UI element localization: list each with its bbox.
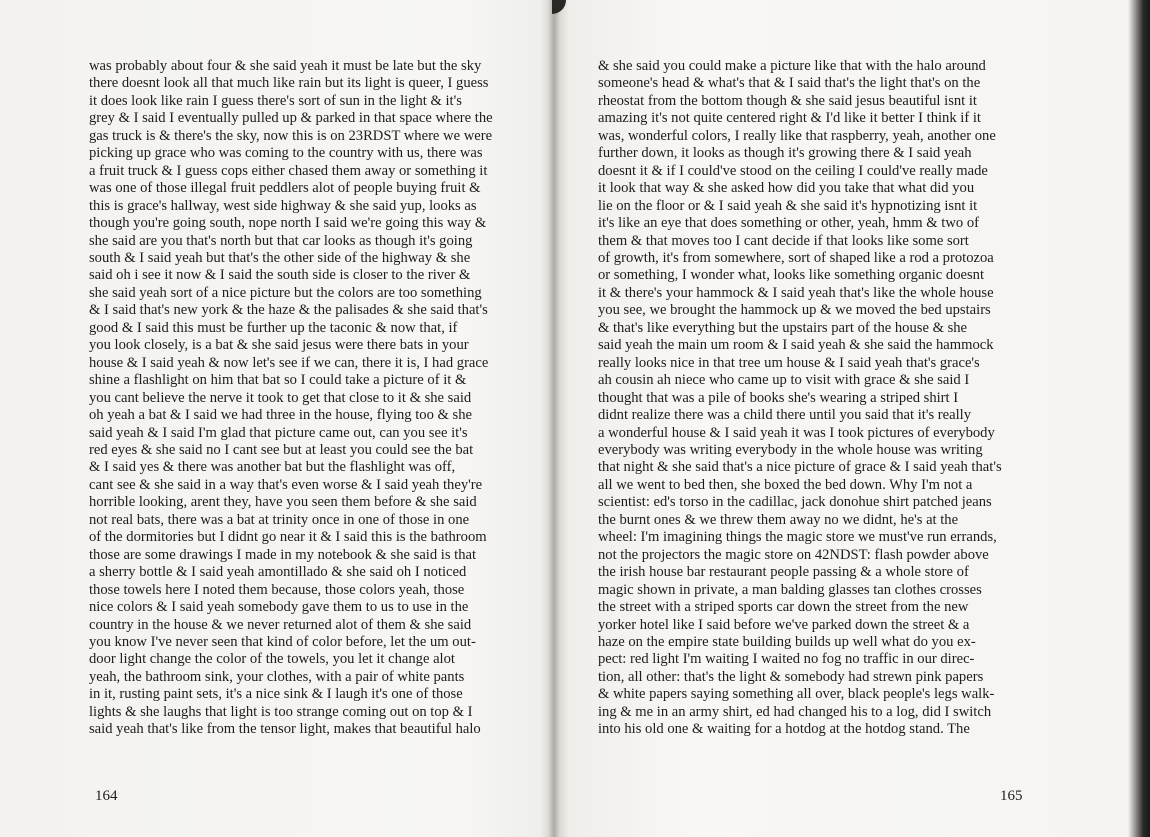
text-line: a fruit truck & I guess cops either chased them away or something it	[89, 162, 488, 179]
text-line: in it, rusting paint sets, it's a nice sink & I laugh it's one of those	[89, 686, 463, 703]
text-line: you look closely, is a bat & she said jesus were there bats in your	[89, 337, 469, 354]
text-line: was, wonderful colors, I really like that raspberry, yeah, another one	[598, 127, 996, 144]
text-line: this is grace's hallway, west side highway & she said yup, looks as	[89, 197, 477, 214]
text-line: a wonderful house & I said yeah it was I took pictures of everybody	[598, 424, 995, 441]
text-line: she said are you that's north but that car looks as though it's going	[89, 232, 473, 249]
text-line: further down, it looks as though it's growing there & I said yeah	[598, 145, 972, 162]
text-line: pect: red light I'm waiting I waited no fog no traffic in our direc-	[598, 651, 975, 668]
text-line: cant see & she said in a way that's even worse & I said yeah they're	[89, 476, 483, 493]
text-line: it does look like rain I guess there's sort of sun in the light & it's	[89, 92, 462, 109]
text-line: good & I said this must be further up the taconic & now that, if	[89, 319, 458, 336]
text-line: into his old one & waiting for a hotdog at the hotdog stand. The	[598, 721, 970, 738]
text-line: them & that moves too I cant decide if that looks like some sort	[598, 232, 969, 249]
text-line: that night & she said that's a nice picture of grace & I said yeah that's	[598, 459, 1002, 476]
text-line: & she said you could make a picture like that with the halo around	[598, 58, 986, 74]
text-line: gas truck is & there's the sky, now this is on 23RDST where we were	[89, 127, 493, 144]
text-line: the burnt ones & we threw them away no we didnt, he's at the	[598, 511, 959, 528]
text-line: scientist: ed's torso in the cadillac, jack donohue shirt patched jeans	[598, 494, 992, 511]
text-line: south & I said yeah but that's the other side of the highway & she	[89, 249, 471, 266]
text-line: said yeah the main um room & I said yeah & she said the hammock	[598, 337, 994, 354]
text-line: tion, all other: that's the light & somebody had strewn pink papers	[598, 668, 984, 685]
text-line: didnt realize there was a child there until you said that it's really	[598, 407, 972, 424]
text-line: ah cousin ah niece who came up to visit with grace & she said I	[598, 372, 970, 389]
left-page-text	[89, 58, 539, 739]
text-line: oh yeah a bat & I said we had three in the house, flying too & she	[89, 407, 472, 424]
text-line: was probably about four & she said yeah it must be late but the sky	[89, 58, 482, 74]
left-page-number: 164	[95, 788, 118, 804]
text-line: it's like an eye that does something or other, yeah, hmm & two of	[598, 215, 979, 232]
text-line: horrible looking, arent they, have you seen them before & she said	[89, 494, 477, 511]
text-line: lie on the floor or & I said yeah & she said it's hypnotizing isnt it	[598, 197, 978, 214]
text-line: you know I've never seen that kind of color before, let the um out-	[89, 633, 476, 650]
text-line: country in the house & we never returned alot of them & she said	[89, 616, 472, 633]
text-line: doesnt it & if I could've stood on the ceiling I could've really made	[598, 162, 988, 179]
text-line: those towels here I noted them because, those colors yeah, those	[89, 581, 465, 598]
right-page-text	[598, 58, 1048, 739]
text-line: or something, I wonder what, looks like something organic doesnt	[598, 267, 985, 284]
text-line: rheostat from the bottom though & she said jesus beautiful isnt it	[598, 92, 977, 109]
text-line: not real bats, there was a bat at trinity once in one of those in one	[89, 511, 470, 528]
text-line: of growth, it's from somewhere, sort of shaped like a rod a protozoa	[598, 249, 994, 266]
text-line: grey & I said I eventually pulled up & parked in that space where the	[89, 110, 493, 127]
text-line: shine a flashlight on him that bat so I could take a picture of it &	[89, 372, 467, 389]
text-line: lights & she laughs that light is too strange coming out on top & I	[89, 703, 473, 720]
text-line: you see, we brought the hammock up & we moved the bed upstairs	[598, 302, 991, 319]
text-line: really looks nice in that tree um house & I said yeah that's grace's	[598, 354, 980, 371]
text-line: ing & me in an army shirt, ed had changed his to a log, did I switch	[598, 703, 992, 720]
text-line: everybody was writing everybody in the whole house was writing	[598, 441, 983, 458]
right-page-number: 165	[1000, 788, 1023, 804]
text-line: all we went to bed then, she boxed the bed down. Why I'm not a	[598, 476, 973, 493]
text-line: though you're going south, nope north I said we're going this way &	[89, 215, 487, 232]
text-line: not the projectors the magic store on 42NDST: flash powder above	[598, 546, 989, 563]
text-line: of the dormitories but I didnt go near it & I said this is the bathroom	[89, 529, 487, 546]
page-corner-shadow	[552, 0, 566, 14]
text-line: red eyes & she said no I cant see but at least you could see the bat	[89, 441, 474, 458]
text-line: she said yeah sort of a nice picture but the colors are too something	[89, 284, 482, 301]
text-line: the street with a striped sports car down the street from the new	[598, 599, 969, 616]
text-line: a sherry bottle & I said yeah amontillado & she said oh I noticed	[89, 564, 467, 581]
text-line: house & I said yeah & now let's see if we can, there it is, I had grace	[89, 354, 489, 371]
text-line: & I said that's new york & the haze & the palisades & she said that's	[89, 302, 488, 319]
text-line: nice colors & I said yeah somebody gave them to us to use in the	[89, 599, 469, 616]
text-line: & white papers saying something all over, black people's legs walk-	[598, 686, 995, 703]
text-line: you cant believe the nerve it took to get that close to it & she said	[89, 389, 472, 406]
text-line: picking up grace who was coming to the country with us, there was	[89, 145, 483, 162]
text-line: those are some drawings I made in my notebook & she said is that	[89, 546, 477, 563]
text-line: thought that was a pile of books she's wearing a striped shirt I	[598, 389, 959, 406]
text-line: there doesnt look all that much like rain but its light is queer, I guess	[89, 75, 489, 92]
text-line: & I said yes & there was another bat but the flashlight was off,	[89, 459, 456, 476]
text-line: haze on the empire state building builds up well what do you ex-	[598, 633, 976, 650]
text-line: yeah, the bathroom sink, your clothes, with a pair of white pants	[89, 668, 465, 685]
text-line: yorker hotel like I said before we've parked down the street & a	[598, 616, 970, 633]
text-line: someone's head & what's that & I said that's the light that's on the	[598, 75, 981, 92]
text-line: the irish house bar restaurant people passing & a whole store of	[598, 564, 969, 581]
text-line: it & there's your hammock & I said yeah that's like the whole house	[598, 284, 994, 301]
text-line: magic shown in private, a man balding glasses tan clothes crosses	[598, 581, 982, 598]
text-line: wheel: I'm imagining things the magic store we must've run errands,	[598, 529, 997, 546]
text-line: & that's like everything but the upstairs part of the house & she	[598, 319, 968, 336]
text-line: was one of those illegal fruit peddlers alot of people buying fruit &	[89, 180, 481, 197]
text-line: said oh i see it now & I said the south side is closer to the river &	[89, 267, 471, 284]
book-gutter	[548, 0, 560, 837]
text-line: door light change the color of the towels, you let it change alot	[89, 651, 455, 668]
text-line: amazing it's not quite centered right & I'd like it better I think if it	[598, 110, 981, 127]
page-edge-shadow	[1128, 0, 1150, 837]
text-line: it look that way & she asked how did you take that what did you	[598, 180, 975, 197]
text-line: said yeah & I said I'm glad that picture came out, can you see it's	[89, 424, 468, 441]
text-line: said yeah that's like from the tensor light, makes that beautiful halo	[89, 721, 481, 738]
